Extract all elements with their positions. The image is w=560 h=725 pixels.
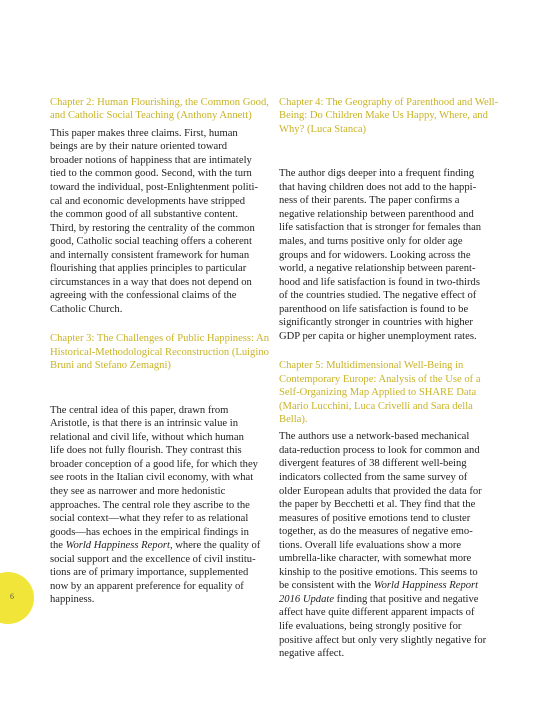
text-line: life satisfaction that is stronger for females than	[279, 222, 482, 234]
text-line: The central idea of this paper, drawn from	[50, 404, 229, 416]
page-corner-tab	[0, 572, 34, 624]
text-line	[279, 593, 502, 607]
text-line: tions are of primary importance, supplemented	[50, 567, 249, 579]
chapter-3-title: Chapter 3: The Challenges of Public Happiness: An Historical-Methodological Reconstruction (Luigino Bruni and Stefano Zemagni)	[50, 333, 270, 372]
text-line: the paper by Becchetti et al. They find that the	[279, 499, 476, 511]
text-line: Catholic Church.	[50, 303, 123, 315]
text-line: cal and economic developments have stripped	[50, 195, 246, 207]
chapter-5-summary	[279, 430, 502, 660]
chapter-5-title: Chapter 5: Multidimensional Well-Being in Contemporary Europe: Analysis of the Use of a Self-Organizing Map Applied to SHARE Data (Mario Lucchini, Luca Crivelli and Sara della Bella).	[279, 360, 481, 425]
text-line: of the countries studied. The negative effect of	[279, 290, 477, 302]
text-line: older European adults that provided the data for	[279, 485, 482, 497]
text-line: tied to the common good. Second, with the turn	[50, 168, 252, 180]
text-line: flourishing that applies principles to particular	[50, 263, 247, 275]
text-line: toward the individual, post-Enlightenment politi-	[50, 182, 259, 193]
text-line: Aristotle, is that there is an intrinsic value in	[50, 418, 238, 430]
text-line: Third, by restoring the centrality of the common	[50, 222, 255, 234]
text-fragment: , where the quality of	[169, 540, 261, 552]
text-line: positive affect but only very slightly negative for	[279, 634, 487, 646]
text-line: circumstances in a way that does not depend on	[50, 276, 252, 288]
report-edition-italic: 2016 Update	[279, 593, 335, 605]
text-line: indicators collected from the same survey of	[279, 472, 468, 483]
text-line: The author digs deeper into a frequent finding	[279, 168, 475, 180]
text-line: goods—has echoes in the empirical findings in	[50, 526, 249, 538]
text-line: they see as narrower and more hedonistic	[50, 485, 226, 497]
text-line: together, as do the measures of negative emo-	[279, 526, 473, 538]
chapter-4-summary	[279, 167, 502, 343]
text-line: ness of their parents. The paper confirms a	[279, 195, 460, 207]
text-line: now by an apparent preference for equality of	[50, 580, 244, 592]
text-line: males, and turns positive only for older age	[279, 235, 463, 247]
text-line: social context—what they refer to as relational	[50, 513, 249, 525]
text-line	[279, 579, 502, 593]
text-line: affect have quite different apparent impacts of	[279, 607, 475, 619]
text-line: life does not fully flourish. They contrast this	[50, 445, 242, 457]
chapter-2-summary	[50, 127, 273, 317]
page-number: 6	[10, 592, 14, 601]
text-line: negative affect.	[279, 648, 345, 660]
text-fragment: finding that positive and negative	[334, 593, 479, 605]
text-line: groups and for widowers. Looking across the	[279, 249, 471, 261]
text-line: the common good of all substantive content.	[50, 209, 239, 221]
text-line: umbrella-like character, with somewhat more	[279, 553, 472, 565]
text-line: world, a negative relationship between parent-	[279, 263, 476, 275]
text-line	[50, 539, 273, 553]
text-line: data-reduction process to look for common and	[279, 444, 480, 456]
text-line: broader notions of happiness that are intimately	[50, 154, 252, 166]
text-line: divergent features of 38 different well-being	[279, 458, 467, 470]
text-line: The authors use a network-based mechanical	[279, 431, 470, 443]
text-line: negative relationship between parenthood and	[279, 208, 474, 220]
chapter-2-title: Chapter 2: Human Flourishing, the Common Good, and Catholic Social Teaching (Anthony Annett)	[50, 97, 269, 122]
text-line: agreeing with the confessional claims of the	[50, 290, 237, 302]
text-line: that having children does not add to the happi-	[279, 181, 477, 193]
text-line: beings are by their nature oriented toward	[50, 141, 228, 153]
text-line: kinship to the positive emotions. This seems to	[279, 566, 478, 578]
text-fragment: be consistent with the	[279, 580, 374, 592]
chapter-4-title: Chapter 4: The Geography of Parenthood and Well-Being: Do Children Make Us Happy, Where, and Why? (Luca Stanca)	[279, 97, 499, 135]
text-line: measures of positive emotions tend to cluster	[279, 512, 471, 524]
text-line: approaches. The central role they ascribe to the	[50, 499, 250, 511]
text-line: relational and civil life, without which human	[50, 431, 244, 443]
text-line: parenthood on life satisfaction is found to be	[279, 303, 469, 315]
right-column	[279, 96, 502, 661]
text-line: see roots in the Italian civil economy, with what	[50, 472, 254, 484]
text-line: tions. Overall life evaluations show a more	[279, 539, 462, 551]
text-line: life evaluations, being strongly positive for	[279, 621, 462, 633]
chapter-3-summary	[50, 404, 273, 607]
text-line: significantly stronger in countries with higher	[279, 317, 473, 329]
text-fragment: the	[50, 540, 66, 552]
text-line: happiness.	[50, 594, 95, 606]
report-title-italic: World Happiness Report	[373, 580, 479, 592]
report-title-italic: World Happiness Report	[65, 540, 170, 552]
text-line: good, Catholic social teaching offers a coherent	[50, 236, 252, 248]
left-column	[50, 96, 273, 607]
text-line: and internally consistent framework for human	[50, 249, 250, 261]
text-line: This paper makes three claims. First, human	[50, 127, 238, 139]
text-line: broader conception of a good life, for which they	[50, 458, 258, 470]
text-line: social support and the excellence of civil institu-	[50, 553, 256, 565]
text-line: hood and life satisfaction is found in two-thirds	[279, 276, 480, 288]
text-line: GDP per capita or higher unemployment rates.	[279, 330, 477, 342]
